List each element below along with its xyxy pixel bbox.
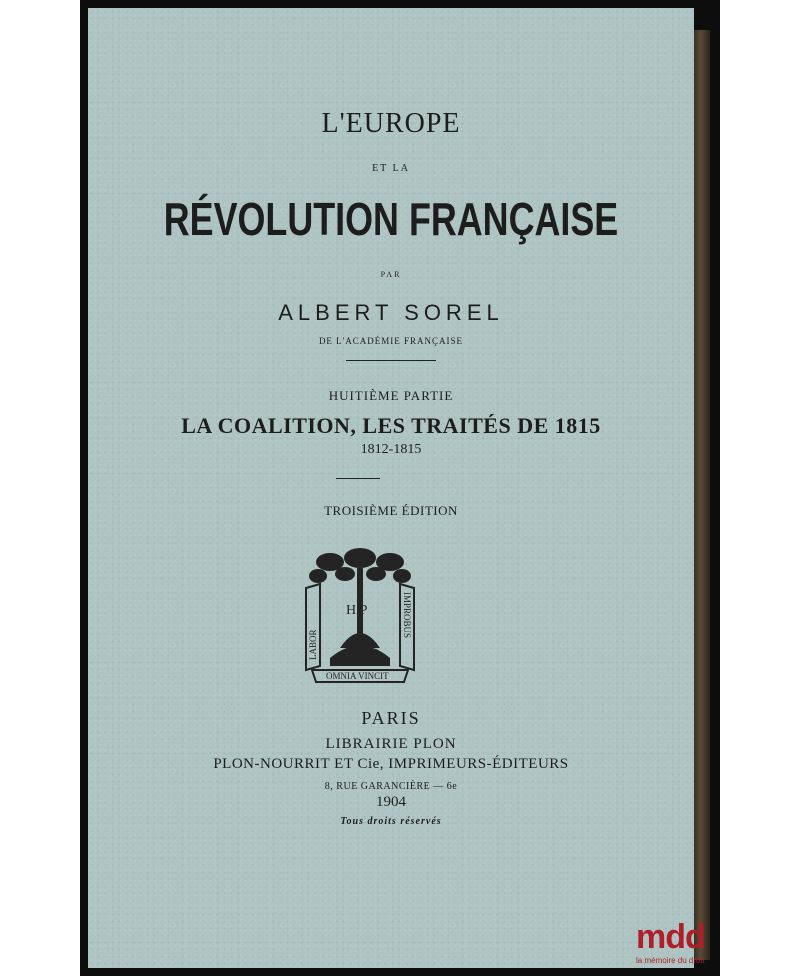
rights-notice: Tous droits réservés xyxy=(340,816,442,827)
title-page xyxy=(88,8,694,968)
address: 8, RUE GARANCIÈRE — 6e xyxy=(324,781,458,792)
part-label: HUITIÈME PARTIE xyxy=(328,388,454,403)
par-label: PAR xyxy=(380,270,402,279)
title-line1: L'EUROPE xyxy=(321,108,461,139)
title-conjunction: ET LA xyxy=(372,163,410,174)
title-line2: RÉVOLUTION FRANÇAISE xyxy=(163,193,619,245)
mdd-logo xyxy=(636,920,720,970)
device-motto-left: LABOR xyxy=(308,629,318,660)
period: 1812-1815 xyxy=(360,442,422,457)
city: PARIS xyxy=(361,708,421,728)
printers-device-icon xyxy=(300,548,420,684)
author-affiliation: DE L'ACADÉMIE FRANÇAISE xyxy=(318,336,464,346)
divider-rule xyxy=(346,360,436,361)
publication-year: 1904 xyxy=(376,794,406,810)
publisher: LIBRAIRIE PLON xyxy=(325,736,457,752)
device-motto-right: IMPROBUS xyxy=(402,592,412,639)
edition-label: TROISIÈME ÉDITION xyxy=(324,503,458,518)
logo-text: mdd xyxy=(636,918,705,956)
printer: PLON-NOURRIT ET Cie, IMPRIMEURS-ÉDITEURS xyxy=(213,756,569,772)
volume-subtitle: LA COALITION, LES TRAITÉS DE 1815 xyxy=(181,413,601,438)
logo-tagline: la mémoire du droit xyxy=(636,956,705,965)
device-motto-bottom: OMNIA VINCIT xyxy=(326,671,389,681)
author-name: ALBERT SOREL xyxy=(278,300,504,325)
divider-rule xyxy=(336,478,380,479)
book-edge xyxy=(694,30,710,960)
device-monogram: H P xyxy=(346,603,368,618)
